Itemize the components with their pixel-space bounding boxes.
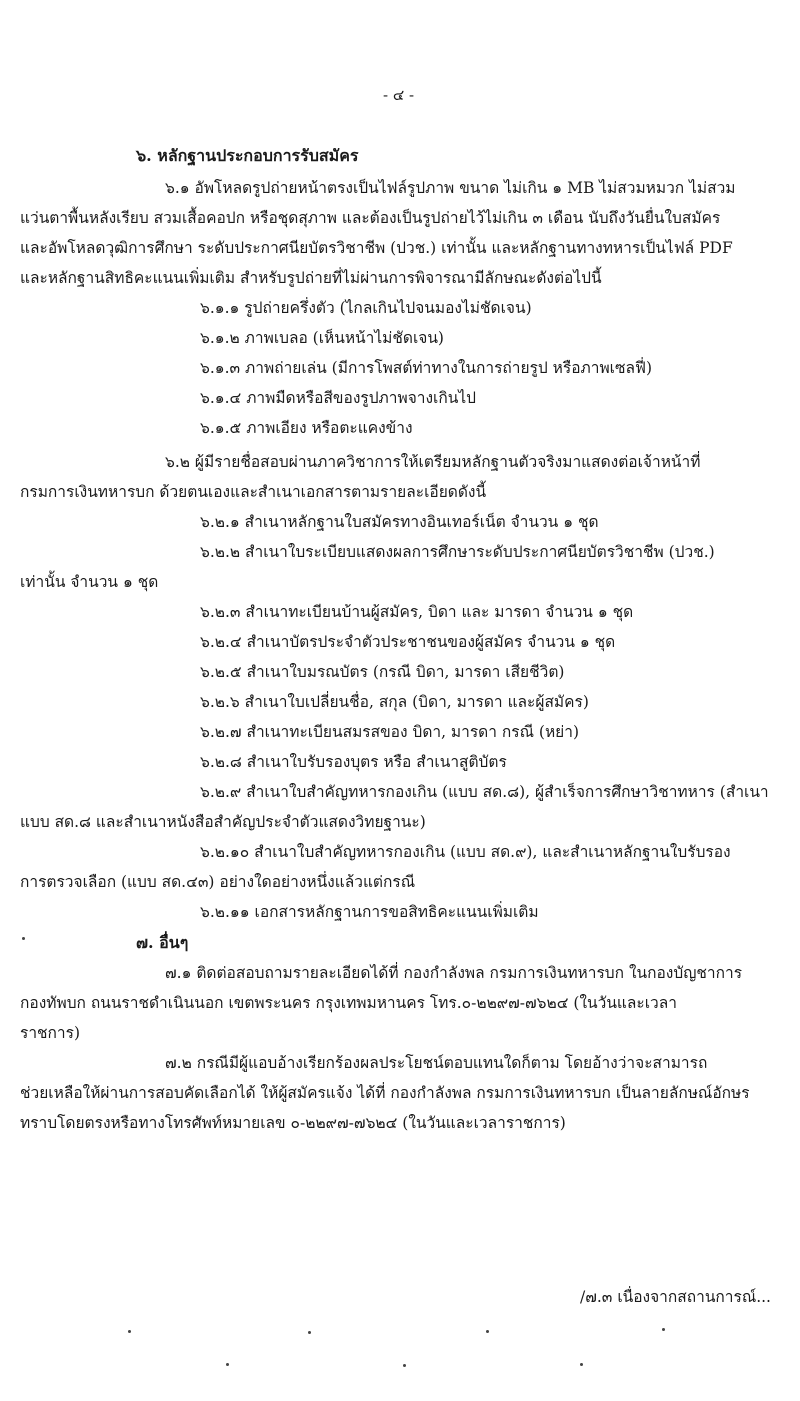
paragraph-7-1-line: ๗.๑ ติดต่อสอบถามรายละเอียดได้ที่ กองกำลังพล กรมการเงินทหารบก ในกองบัญชาการ [165, 964, 743, 982]
continuation-note: /๗.๓ เนื่องจากสถานการณ์... [580, 1288, 771, 1306]
paragraph-7-2-line: ทราบโดยตรงหรือทางโทรศัพท์หมายเลข ๐-๒๒๙๗-๗๖๒๔ (ในวันและเวลาราชการ) [20, 1114, 566, 1132]
scan-speck [308, 1331, 311, 1334]
scan-speck [486, 1330, 489, 1333]
scan-speck [226, 1363, 229, 1366]
paragraph-7-2-line: ช่วยเหลือให้ผ่านการสอบคัดเลือกได้ ให้ผู้สมัครแจ้ง ได้ที่ กองกำลังพล กรมการเงินทหารบก เป็นลายลักษณ์อักษร [20, 1084, 750, 1102]
paragraph-6-1-line: แว่นตาพื้นหลังเรียบ สวมเสื้อคอปก หรือชุดสุภาพ และต้องเป็นรูปถ่ายไว้ไม่เกิน ๓ เดือน นับถึงวันยื่นใบสมัคร [20, 209, 721, 227]
list-item-6-2-9: ๖.๒.๙ สำเนาใบสำคัญทหารกองเกิน (แบบ สด.๘), ผู้สำเร็จการศึกษาวิชาทหาร (สำเนา [200, 783, 769, 801]
list-item-6-1-5: ๖.๑.๕ ภาพเอียง หรือตะแคงข้าง [200, 419, 413, 437]
list-item-6-2-3: ๖.๒.๓ สำเนาทะเบียนบ้านผู้สมัคร, บิดา และ มารดา จำนวน ๑ ชุด [200, 603, 634, 621]
scan-speck [662, 1328, 665, 1331]
list-item-6-2-7: ๖.๒.๗ สำเนาทะเบียนสมรสของ บิดา, มารดา กรณี (หย่า) [200, 723, 579, 741]
paragraph-7-1-line: ราชการ) [20, 1024, 81, 1042]
scan-speck [403, 1364, 406, 1367]
list-item-6-2-6: ๖.๒.๖ สำเนาใบเปลี่ยนชื่อ, สกุล (บิดา, มารดา และผู้สมัคร) [200, 693, 589, 711]
paragraph-7-1-line: กองทัพบก ถนนราชดำเนินนอก เขตพระนคร กรุงเทพมหานคร โทร.๐-๒๒๙๗-๗๖๒๔ (ในวันและเวลา [20, 994, 677, 1012]
paragraph-6-1-line: ๖.๑ อัพโหลดรูปถ่ายหน้าตรงเป็นไฟล์รูปภาพ ขนาด ไม่เกิน ๑ MB ไม่สวมหมวก ไม่สวม [165, 179, 736, 197]
list-item-6-1-1: ๖.๑.๑ รูปถ่ายครึ่งตัว (ไกลเกินไปจนมองไม่ชัดเจน) [200, 299, 532, 317]
paragraph-6-1-line: และหลักฐานสิทธิคะแนนเพิ่มเติม สำหรับรูปถ่ายที่ไม่ผ่านการพิจารณามีลักษณะดังต่อไปนี้ [20, 269, 602, 287]
scan-speck [580, 1363, 583, 1366]
list-item-6-1-4: ๖.๑.๔ ภาพมืดหรือสีของรูปภาพจางเกินไป [200, 389, 476, 407]
list-item-6-2-10-cont: การตรวจเลือก (แบบ สด.๔๓) อย่างใดอย่างหนึ่งแล้วแต่กรณี [20, 873, 416, 891]
scan-speck [128, 1330, 131, 1333]
list-item-6-2-11: ๖.๒.๑๑ เอกสารหลักฐานการขอสิทธิคะแนนเพิ่มเติม [200, 903, 539, 921]
list-item-6-1-3: ๖.๑.๓ ภาพถ่ายเล่น (มีการโพสต์ท่าทางในการถ่ายรูป หรือภาพเซลฟี่) [200, 359, 653, 377]
list-item-6-2-1: ๖.๒.๑ สำเนาหลักฐานใบสมัครทางอินเทอร์เน็ต จำนวน ๑ ชุด [200, 513, 599, 531]
paragraph-6-2-line: ๖.๒ ผู้มีรายชื่อสอบผ่านภาควิชาการให้เตรียมหลักฐานตัวจริงมาแสดงต่อเจ้าหน้าที่ [165, 453, 701, 471]
list-item-6-2-4: ๖.๒.๔ สำเนาบัตรประจำตัวประชาชนของผู้สมัคร จำนวน ๑ ชุด [200, 633, 616, 651]
list-item-6-2-8: ๖.๒.๘ สำเนาใบรับรองบุตร หรือ สำเนาสูติบัตร [200, 753, 507, 771]
paragraph-7-2-line: ๗.๒ กรณีมีผู้แอบอ้างเรียกร้องผลประโยชน์ตอบแทนใดก็ตาม โดยอ้างว่าจะสามารถ [165, 1054, 708, 1072]
scan-speck [22, 937, 25, 940]
paragraph-6-2-line: กรมการเงินทหารบก ด้วยตนเองและสำเนาเอกสารตามรายละเอียดดังนี้ [20, 483, 487, 501]
page-number: - ๔ - [383, 86, 415, 104]
list-item-6-1-2: ๖.๑.๒ ภาพเบลอ (เห็นหน้าไม่ชัดเจน) [200, 329, 444, 347]
list-item-6-2-9-cont: แบบ สด.๘ และสำเนาหนังสือสำคัญประจำตัวแสดงวิทยฐานะ) [20, 813, 426, 831]
list-item-6-2-10: ๖.๒.๑๐ สำเนาใบสำคัญทหารกองเกิน (แบบ สด.๙), และสำเนาหลักฐานใบรับรอง [200, 843, 731, 861]
list-item-6-2-5: ๖.๒.๕ สำเนาใบมรณบัตร (กรณี บิดา, มารดา เสียชีวิต) [200, 663, 565, 681]
section-6-heading: ๖. หลักฐานประกอบการรับสมัคร [136, 146, 359, 165]
list-item-6-2-2-cont: เท่านั้น จำนวน ๑ ชุด [20, 573, 159, 591]
section-7-heading: ๗. อื่นๆ [136, 933, 189, 952]
list-item-6-2-2: ๖.๒.๒ สำเนาใบระเบียบแสดงผลการศึกษาระดับประกาศนียบัตรวิชาชีพ (ปวช.) [200, 543, 715, 561]
paragraph-6-1-line: และอัพโหลดวุฒิการศึกษา ระดับประกาศนียบัตรวิชาชีพ (ปวช.) เท่านั้น และหลักฐานทางทหารเป็นไฟล์ PDF [20, 239, 733, 257]
